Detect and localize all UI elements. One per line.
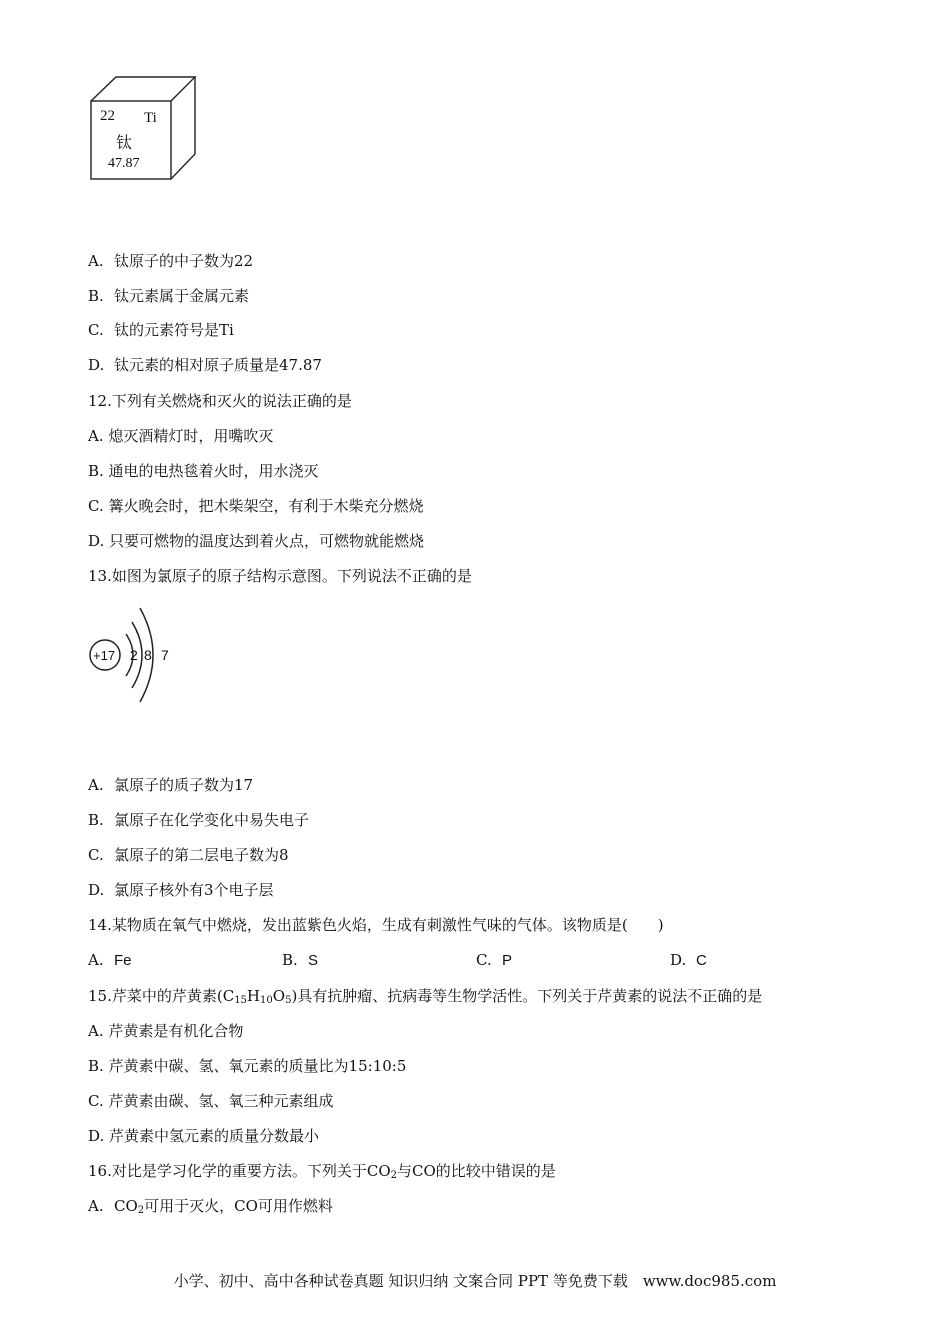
q13-stem: 13.如图为氯原子的原子结构示意图。下列说法不正确的是: [88, 567, 472, 585]
element-symbol: Ti: [144, 110, 157, 126]
q13-option-b: B. 氯原子在化学变化中易失电子: [88, 811, 310, 829]
q12-option-a: A. 熄灭酒精灯时，用嘴吹灭: [88, 427, 274, 445]
q15-option-c: C. 芹黄素由碳、氢、氧三种元素组成: [88, 1092, 334, 1110]
q14-option-d: D. C: [670, 951, 707, 969]
q14-option-a: A. Fe: [88, 951, 132, 969]
q11-option-d: D. 钛元素的相对原子质量是47.87: [88, 356, 322, 374]
q12-option-d: D. 只要可燃物的温度达到着火点，可燃物就能燃烧: [88, 532, 425, 550]
q14-option-c: C. P: [476, 951, 513, 969]
shell-3-electrons: 7: [161, 647, 169, 663]
q15-option-a: A. 芹黄素是有机化合物: [88, 1022, 244, 1040]
q15-option-b: B. 芹黄素中碳、氢、氧元素的质量比为15:10:5: [88, 1057, 407, 1075]
q14-stem: 14.某物质在氧气中燃烧，发出蓝紫色火焰，生成有刺激性气味的气体。该物质是( ): [88, 916, 664, 934]
q11-option-a: A. 钛原子的中子数为22: [88, 252, 254, 270]
q16-stem: 16.对比是学习化学的重要方法。下列关于$CO_2$与CO的比较中错误的是: [88, 1162, 556, 1181]
q13-option-d: D. 氯原子核外有3个电子层: [88, 881, 274, 899]
shell-1-electrons: 2: [130, 647, 138, 663]
shell-2-electrons: 8: [144, 647, 152, 663]
q14-option-b: B. S: [282, 951, 319, 969]
q13-option-a: A. 氯原子的质子数为17: [88, 776, 254, 794]
atomic-mass: 47.87: [108, 156, 140, 171]
q11-option-c: C. 钛的元素符号是Ti: [88, 321, 234, 339]
atomic-number: 22: [100, 108, 115, 124]
element-tile-titanium: [88, 74, 200, 182]
element-name: 钛: [116, 133, 133, 152]
chlorine-atom-diagram: [88, 594, 178, 712]
element-tile-frame: [88, 74, 200, 182]
q11-option-b: B. 钛元素属于金属元素: [88, 287, 250, 305]
nucleus-charge: +17: [93, 648, 116, 663]
q15-stem: 15.芹菜中的芹黄素$(C_{15}H_{10}O_5)$具有抗肿瘤、抗病毒等生物学活性。下列关于芹黄素的说法不正确的是: [88, 987, 763, 1006]
q13-option-c: C. 氯原子的第二层电子数为8: [88, 846, 289, 864]
q12-option-b: B. 通电的电热毯着火时，用水浇灭: [88, 462, 319, 480]
q12-option-c: C. 篝火晚会时，把木柴架空，有利于木柴充分燃烧: [88, 497, 424, 515]
q16-option-a: A. $CO_2$可用于灭火，CO可用作燃料: [88, 1197, 333, 1216]
q12-stem: 12.下列有关燃烧和灭火的说法正确的是: [88, 392, 352, 410]
q15-option-d: D. 芹黄素中氢元素的质量分数最小: [88, 1127, 320, 1145]
page-footer: 小学、初中、高中各种试卷真题 知识归纳 文案合同 PPT 等免费下载 www.doc985.com: [173, 1272, 777, 1290]
